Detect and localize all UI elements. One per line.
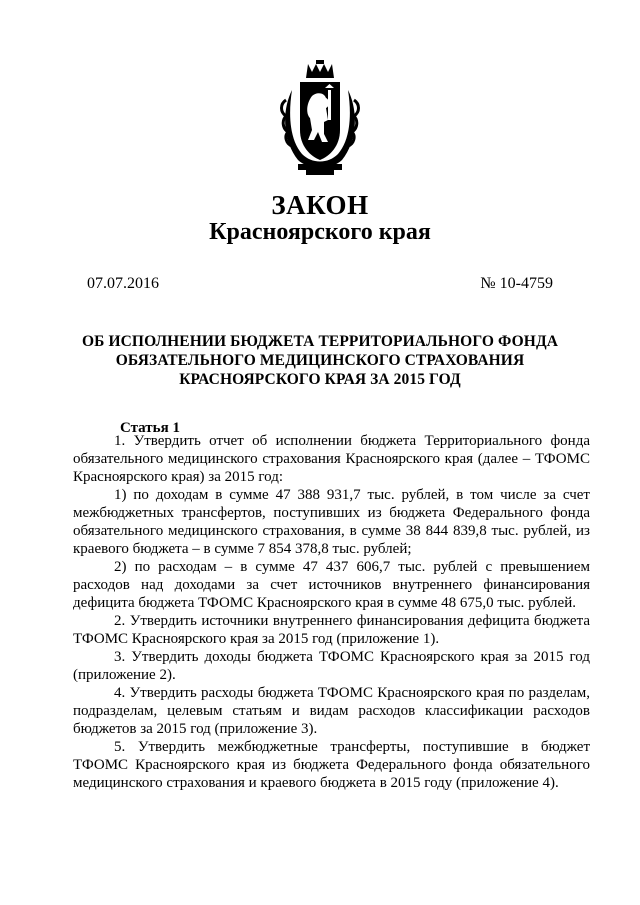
- paragraph: 1. Утвердить отчет об исполнении бюджета Территориального фонда обязательного медицинского страхования Красноярского края (далее – ТФОМС Красноярского края) за 2015 год:: [73, 433, 590, 485]
- paragraph: 2. Утвердить источники внутреннего финансирования дефицита бюджета ТФОМС Красноярского края за 2015 год (приложение 1).: [73, 613, 590, 647]
- coat-of-arms-emblem-icon: [278, 60, 362, 176]
- article-body: [73, 432, 590, 792]
- law-date: 07.07.2016: [87, 275, 159, 292]
- heading-line: КРАСНОЯРСКОГО КРАЯ ЗА 2015 ГОД: [179, 371, 461, 388]
- law-title: ЗАКОН: [271, 190, 369, 220]
- law-heading: [60, 332, 580, 389]
- heading-line: ОБ ИСПОЛНЕНИИ БЮДЖЕТА ТЕРРИТОРИАЛЬНОГО ФОНДА: [81, 333, 559, 350]
- paragraph: 2) по расходам – в сумме 47 437 606,7 тыс. рублей с превышением расходов над доходами за счет источников внутреннего финансирования дефицита бюджета ТФОМС Красноярского края в сумме 48 675,0 тыс. рублей.: [73, 559, 590, 611]
- law-number: № 10-4759: [480, 275, 553, 292]
- paragraph: 1) по доходам в сумме 47 388 931,7 тыс. рублей, в том числе за счет межбюджетных трансфертов, поступивших из бюджета Федерального фонда обязательного медицинского страхования, в сумме 38 844 839,8 тыс. рублей, из краевого бюджета – в сумме 7 854 378,8 тыс. рублей;: [73, 487, 590, 557]
- law-region: Красноярского края: [209, 219, 431, 245]
- paragraph: 4. Утвердить расходы бюджета ТФОМС Красноярского края по разделам, подразделам, целевым статьям и видам расходов классификации расходов бюджетов за 2015 год (приложение 3).: [73, 685, 590, 737]
- paragraph: 5. Утвердить межбюджетные трансферты, поступившие в бюджет ТФОМС Красноярского края из бюджета Федерального фонда обязательного медицинского страхования и краевого бюджета в 2015 году (приложение 4).: [73, 739, 590, 791]
- heading-line: ОБЯЗАТЕЛЬНОГО МЕДИЦИНСКОГО СТРАХОВАНИЯ: [115, 352, 525, 369]
- paragraph: 3. Утвердить доходы бюджета ТФОМС Красноярского края за 2015 год (приложение 2).: [73, 649, 590, 683]
- article-label: Статья 1: [120, 420, 180, 436]
